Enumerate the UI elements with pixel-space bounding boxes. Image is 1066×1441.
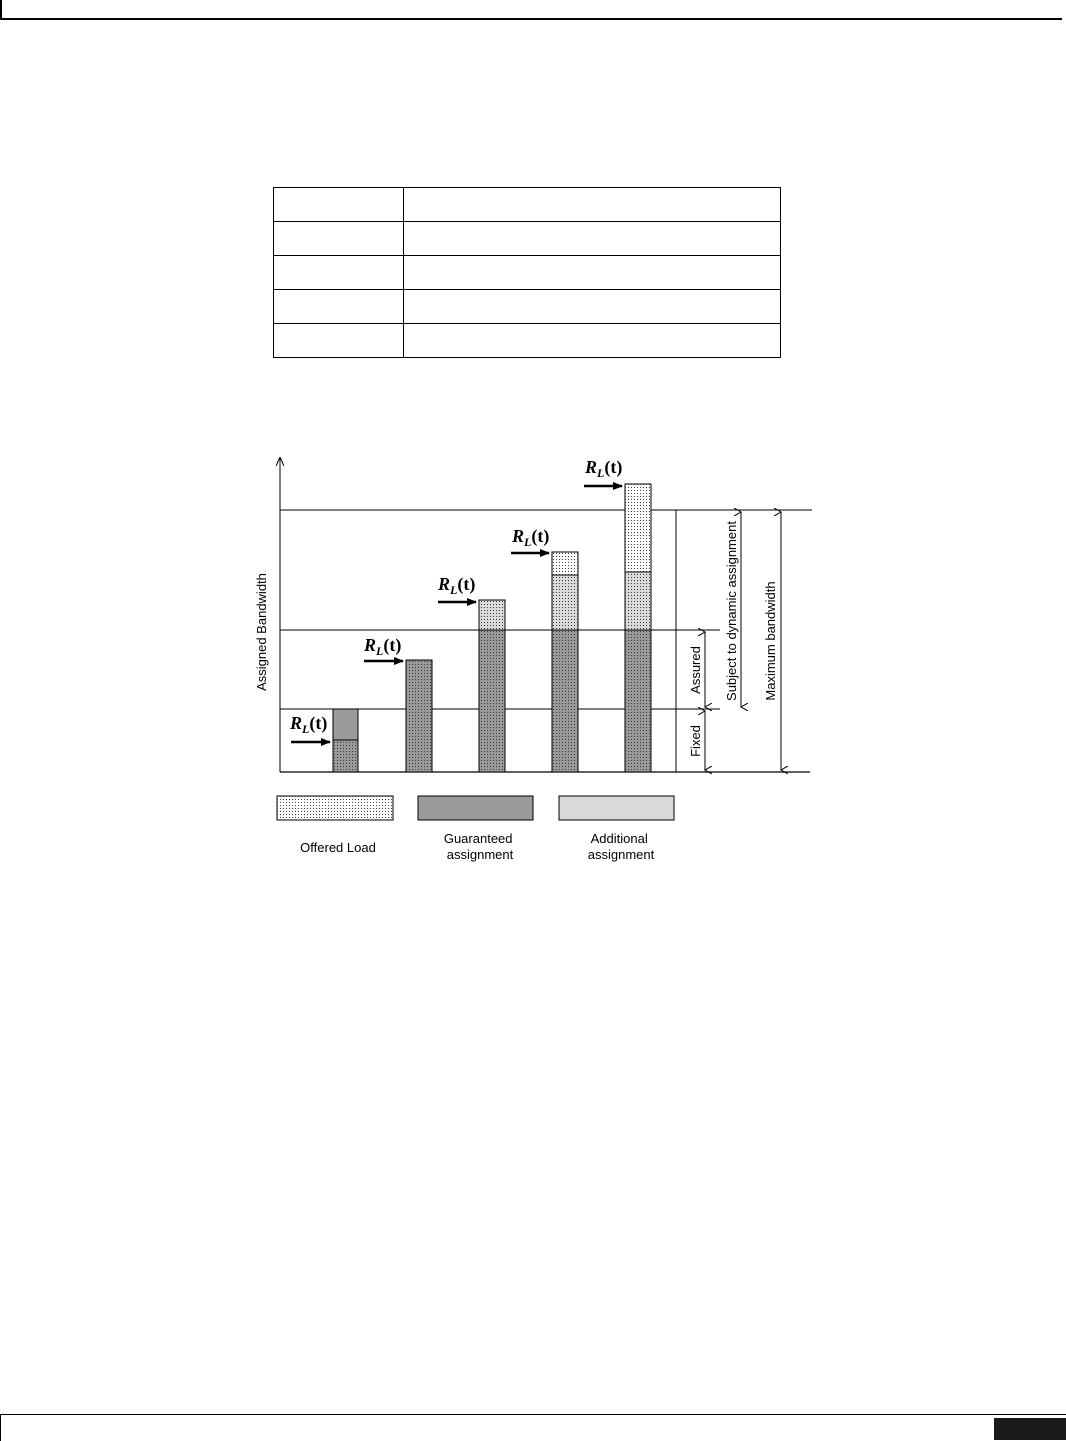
rate-label-1 bbox=[289, 713, 327, 736]
assured-label: Assured bbox=[688, 646, 703, 694]
svg-text:RL(t): $R_L(t)$ bbox=[438, 574, 476, 597]
fixed-label: Fixed bbox=[688, 725, 703, 757]
bar-5-offered-load-dots bbox=[625, 484, 651, 772]
rate-label-4 bbox=[511, 526, 549, 549]
rate-label-5 bbox=[584, 457, 622, 480]
y-axis-label: Assigned Bandwidth bbox=[254, 573, 269, 691]
legend-swatch-guaranteed bbox=[418, 796, 533, 820]
rate-label-3 bbox=[437, 574, 475, 597]
legend-label-additional: Additional assignment bbox=[587, 831, 655, 862]
rate-label-2 bbox=[363, 635, 401, 658]
subject-to-dynamic-label: Subject to dynamic assignment bbox=[724, 521, 739, 701]
legend-swatch-offered-load-dots bbox=[277, 796, 393, 820]
bar-1-offered-load-dots bbox=[333, 740, 358, 772]
bar-1-guaranteed bbox=[333, 709, 358, 740]
legend-swatch-additional bbox=[559, 796, 674, 820]
maximum-bandwidth-label: Maximum bandwidth bbox=[763, 581, 778, 701]
legend-label-offered-load: Offered Load bbox=[300, 840, 376, 855]
svg-text:RL(t): $R_L(t)$ bbox=[585, 457, 623, 480]
page-number-box bbox=[994, 1418, 1066, 1440]
svg-text:RL(t): $R_L(t)$ bbox=[290, 713, 328, 736]
svg-text:RL(t): $R_L(t)$ bbox=[512, 526, 550, 549]
footer-rule bbox=[0, 1414, 1066, 1441]
svg-text:RL(t): $R_L(t)$ bbox=[364, 635, 402, 658]
bar-3-offered-load-dots bbox=[479, 600, 505, 772]
bar-2-offered-load-dots bbox=[406, 660, 432, 772]
legend-label-guaranteed: Guaranteed assignment bbox=[443, 831, 514, 862]
bar-4-offered-load-dots bbox=[552, 552, 578, 772]
